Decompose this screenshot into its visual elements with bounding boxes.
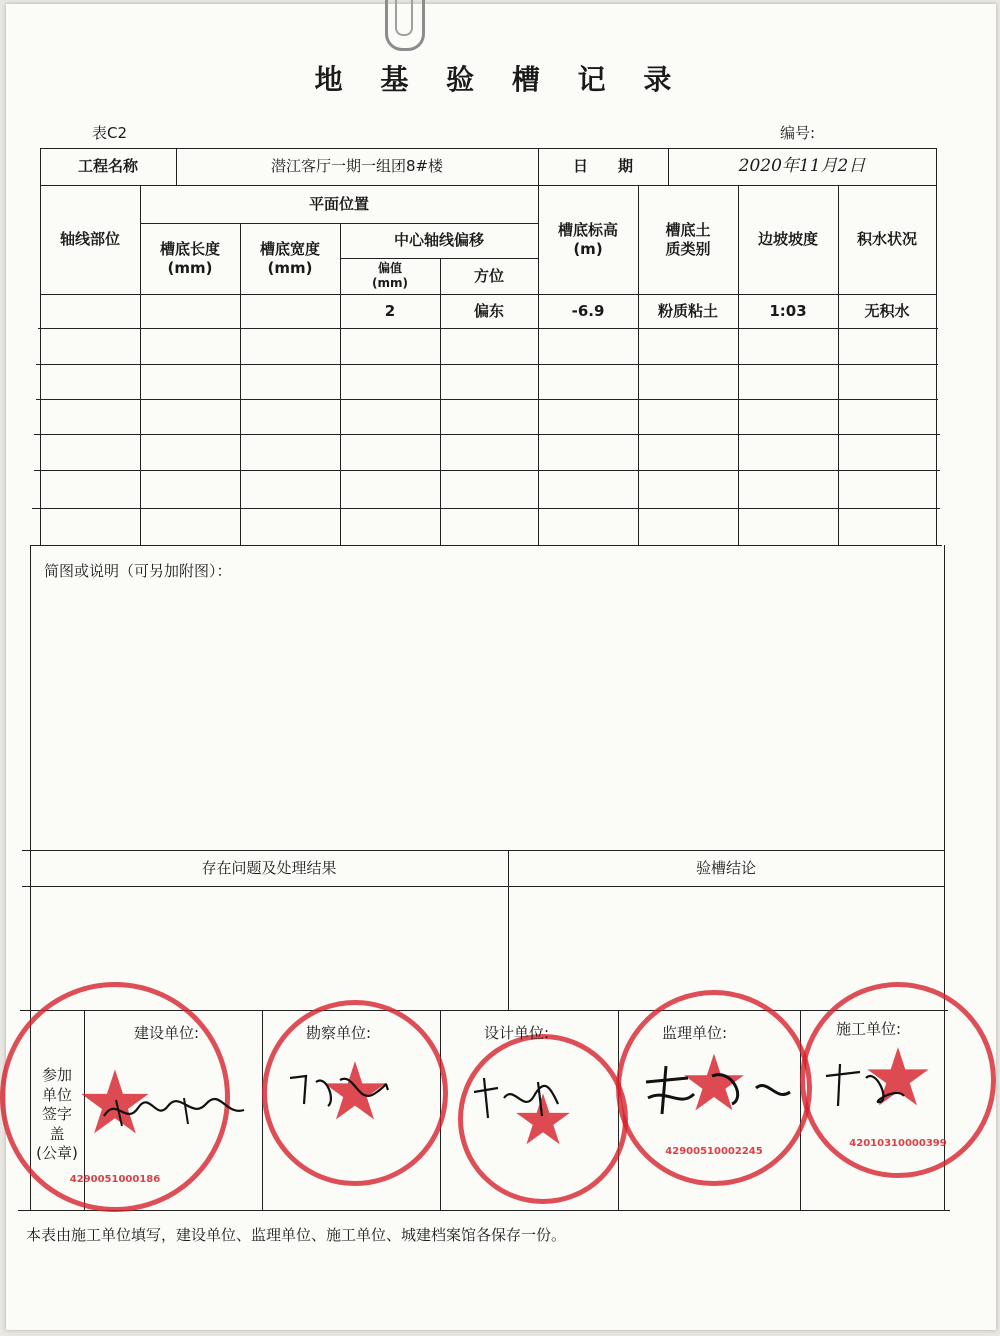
role-survey-unit: 勘察单位: [306, 1024, 372, 1042]
issues-label: 存在问题及处理结果 [201, 858, 337, 877]
col-slope: 边坡坡度 [757, 230, 818, 249]
signature-construction [96, 1086, 256, 1136]
signature-design [468, 1068, 578, 1128]
cell-offset: 2 [384, 301, 396, 320]
role-supervision-unit: 监理单位: [662, 1024, 728, 1042]
col-soil-type: 槽底土 质类别 [665, 220, 711, 258]
number-label: 编号: [780, 124, 816, 142]
document-title: 地 基 验 槽 记 录 [314, 63, 686, 96]
construction-unit-stamp: ★ 4290051000186 [0, 982, 230, 1212]
paper-clip [385, 0, 425, 51]
col-axis: 轴线部位 [59, 230, 120, 249]
col-direction: 方位 [473, 266, 504, 285]
role-design-unit: 设计单位: [484, 1024, 550, 1042]
role-construction-unit: 建设单位: [134, 1024, 200, 1042]
col-axis-offset: 中心轴线偏移 [393, 231, 484, 250]
col-water: 积水状况 [856, 230, 917, 249]
col-width: 槽底宽度 (mm) [259, 239, 320, 277]
date-value: 2020年11月2日 [738, 155, 866, 176]
conclusion-label: 验槽结论 [695, 858, 756, 877]
contractor-unit-stamp: ★ 42010310000399 [800, 982, 996, 1178]
cell-slope: 1:03 [769, 301, 807, 320]
role-contractor-unit: 施工单位: [836, 1020, 902, 1038]
col-length: 槽底长度 (mm) [159, 239, 220, 277]
form-code: 表C2 [92, 124, 128, 142]
design-unit-stamp: ★ [458, 1034, 628, 1204]
cell-direction: 偏东 [473, 301, 504, 320]
sketch-label: 简图或说明（可另加附图）： [44, 562, 232, 580]
project-name-label: 工程名称 [77, 157, 138, 176]
signature-survey [284, 1060, 394, 1120]
cell-water: 无积水 [864, 301, 910, 320]
col-plane-position: 平面位置 [308, 194, 369, 213]
date-label: 日 期 [572, 157, 633, 176]
cell-length [140, 294, 240, 328]
survey-unit-stamp: ★ [262, 1000, 448, 1186]
cell-elevation: -6.9 [571, 301, 605, 320]
cell-soil: 粉质粘土 [657, 301, 718, 320]
col-offset-value: 偏值 (mm) [372, 261, 408, 290]
cell-width [240, 294, 340, 328]
participants-label: 参加 单位 签字 盖 (公章) [36, 1066, 78, 1163]
signature-contractor [820, 1056, 910, 1116]
project-name-value: 潜江客厅一期一组团8#楼 [270, 157, 444, 176]
footer-note: 本表由施工单位填写，建设单位、监理单位、施工单位、城建档案馆各保存一份。 [26, 1226, 567, 1244]
signature-supervision [636, 1058, 796, 1128]
supervision-unit-stamp: ★ 42900510002245 [616, 990, 812, 1186]
col-elevation: 槽底标高 (m) [557, 220, 618, 258]
cell-axis [40, 294, 140, 328]
